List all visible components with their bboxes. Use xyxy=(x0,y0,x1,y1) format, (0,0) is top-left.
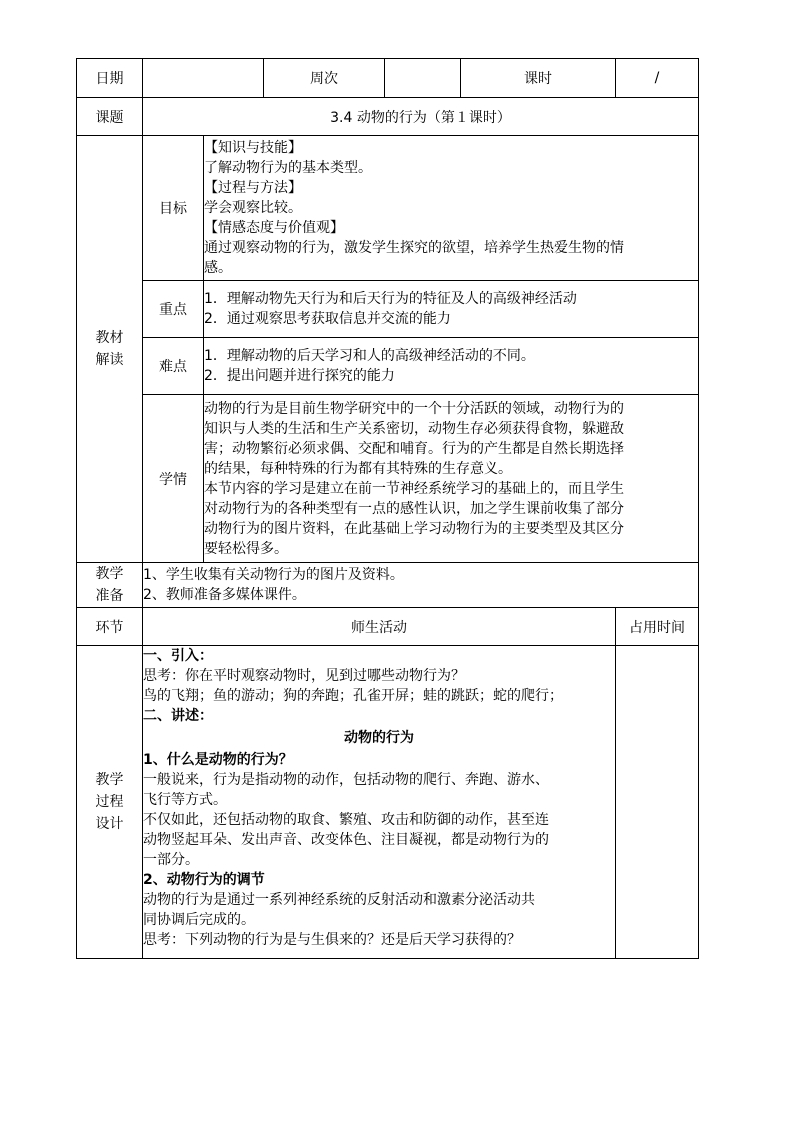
preparation-label xyxy=(77,563,143,608)
preparation-content xyxy=(143,563,699,608)
objectives-line: 通过观察动物的行为，激发学生探究的欲望，培养学生热爱生物的情 xyxy=(204,240,624,256)
activity-header: 师生活动 xyxy=(143,608,616,646)
learning-label: 学情 xyxy=(143,395,204,563)
stage-header: 环节 xyxy=(77,608,143,646)
objectives-line: 【过程与方法】 xyxy=(204,180,302,196)
learning-line: 的结果，每种特殊的行为都有其特殊的生存意义。 xyxy=(204,460,512,477)
lesson-plan-table xyxy=(76,58,699,959)
process-label-line1: 教学 xyxy=(95,772,124,788)
q2-heading: 2、动物行为的调节 xyxy=(143,872,265,888)
process-label-line2: 过程 xyxy=(95,794,124,810)
difficulties-line: 1．理解动物的后天学习和人的高级神经活动的不同。 xyxy=(204,348,535,364)
preparation-row xyxy=(77,563,699,608)
objectives-line: 感。 xyxy=(204,260,232,276)
topic-value: 3.4 动物的行为（第１课时） xyxy=(143,98,699,136)
difficulties-line: 2．提出问题并进行探究的能力 xyxy=(204,368,395,384)
q2-line: 思考：下列动物的行为是与生俱来的？还是后天学习获得的？ xyxy=(143,932,521,948)
time-header: 占用时间 xyxy=(616,608,699,646)
learning-line: 动物行为的图片资料，在此基础上学习动物行为的主要类型及其区分 xyxy=(204,520,624,537)
learning-row xyxy=(77,395,699,563)
topic-row xyxy=(77,98,699,136)
objectives-line: 了解动物行为的基本类型。 xyxy=(204,160,372,176)
lecture-heading: 二、讲述： xyxy=(143,708,213,724)
period-label: 课时 xyxy=(461,59,616,98)
preparation-line: 1、学生收集有关动物行为的图片及资料。 xyxy=(143,567,404,583)
q1-line: 一般说来，行为是指动物的动作，包括动物的爬行、奔跑、游水、 xyxy=(143,772,549,788)
objectives-line: 【知识与技能】 xyxy=(204,140,302,156)
q1-line: 一部分。 xyxy=(143,852,199,868)
header-row xyxy=(77,59,699,98)
week-value xyxy=(385,59,461,98)
date-label: 日期 xyxy=(77,59,143,98)
key-points-line: 2．通过观察思考获取信息并交流的能力 xyxy=(204,311,451,327)
learning-line: 动物的行为是目前生物学研究中的一个十分活跃的领域，动物行为的 xyxy=(204,400,624,417)
difficulties-content xyxy=(204,338,699,395)
difficulties-label: 难点 xyxy=(143,338,204,395)
learning-line: 知识与人类的生活和生产关系密切，动物生存必须获得食物，躲避敌 xyxy=(204,420,624,437)
preparation-line: 2、教师准备多媒体课件。 xyxy=(143,587,306,603)
q1-line: 不仅如此，还包括动物的取食、繁殖、攻击和防御的动作，甚至连 xyxy=(143,812,549,828)
key-points-line: 1．理解动物先天行为和后天行为的特征及人的高级神经活动 xyxy=(204,291,577,307)
time-value xyxy=(616,646,699,959)
key-points-label: 重点 xyxy=(143,281,204,338)
week-label: 周次 xyxy=(264,59,385,98)
learning-line: 要轻松得多。 xyxy=(204,540,288,557)
objectives-label: 目标 xyxy=(143,136,204,281)
objectives-content xyxy=(204,136,699,281)
materials-label-line1: 教材 xyxy=(95,330,124,346)
q1-line: 飞行等方式。 xyxy=(143,792,227,808)
process-content xyxy=(143,646,616,959)
learning-line: 对动物行为的各种类型有一点的感性认识，加之学生课前收集了部分 xyxy=(204,500,624,517)
period-value: / xyxy=(616,59,699,98)
key-points-row xyxy=(77,281,699,338)
preparation-label-line2: 准备 xyxy=(95,588,124,604)
topic-label: 课题 xyxy=(77,98,143,136)
date-value xyxy=(143,59,264,98)
key-points-content xyxy=(204,281,699,338)
q2-line: 同协调后完成的。 xyxy=(143,912,255,928)
intro-heading: 一、引入： xyxy=(143,648,213,664)
materials-label-line2: 解读 xyxy=(95,352,124,368)
intro-answer: 鸟的飞翔；鱼的游动；狗的奔跑；孔雀开屏；蛙的跳跃；蛇的爬行； xyxy=(143,688,563,704)
objectives-line: 学会观察比较。 xyxy=(204,200,302,216)
process-header-row xyxy=(77,608,699,646)
preparation-label-line1: 教学 xyxy=(95,566,124,582)
difficulties-row xyxy=(77,338,699,395)
process-label-line3: 设计 xyxy=(95,816,124,832)
intro-question: 思考：你在平时观察动物时，见到过哪些动物行为？ xyxy=(143,668,465,684)
learning-line: 害；动物繁衍必须求偶、交配和哺育。行为的产生都是自然长期选择 xyxy=(204,440,624,457)
q1-heading: 1、什么是动物的行为？ xyxy=(143,752,293,768)
q1-line: 动物竖起耳朵、发出声音、改变体色、注目凝视，都是动物行为的 xyxy=(143,832,549,848)
section-title: 动物的行为 xyxy=(344,730,414,746)
objectives-row xyxy=(77,136,699,281)
learning-line: 本节内容的学习是建立在前一节神经系统学习的基础上的，而且学生 xyxy=(204,480,624,497)
process-row xyxy=(77,646,699,959)
objectives-line: 【情感态度与价值观】 xyxy=(204,220,344,236)
process-label xyxy=(77,646,143,959)
q2-line: 动物的行为是通过一系列神经系统的反射活动和激素分泌活动共 xyxy=(143,892,535,908)
materials-label xyxy=(77,136,143,563)
learning-content xyxy=(204,395,699,563)
